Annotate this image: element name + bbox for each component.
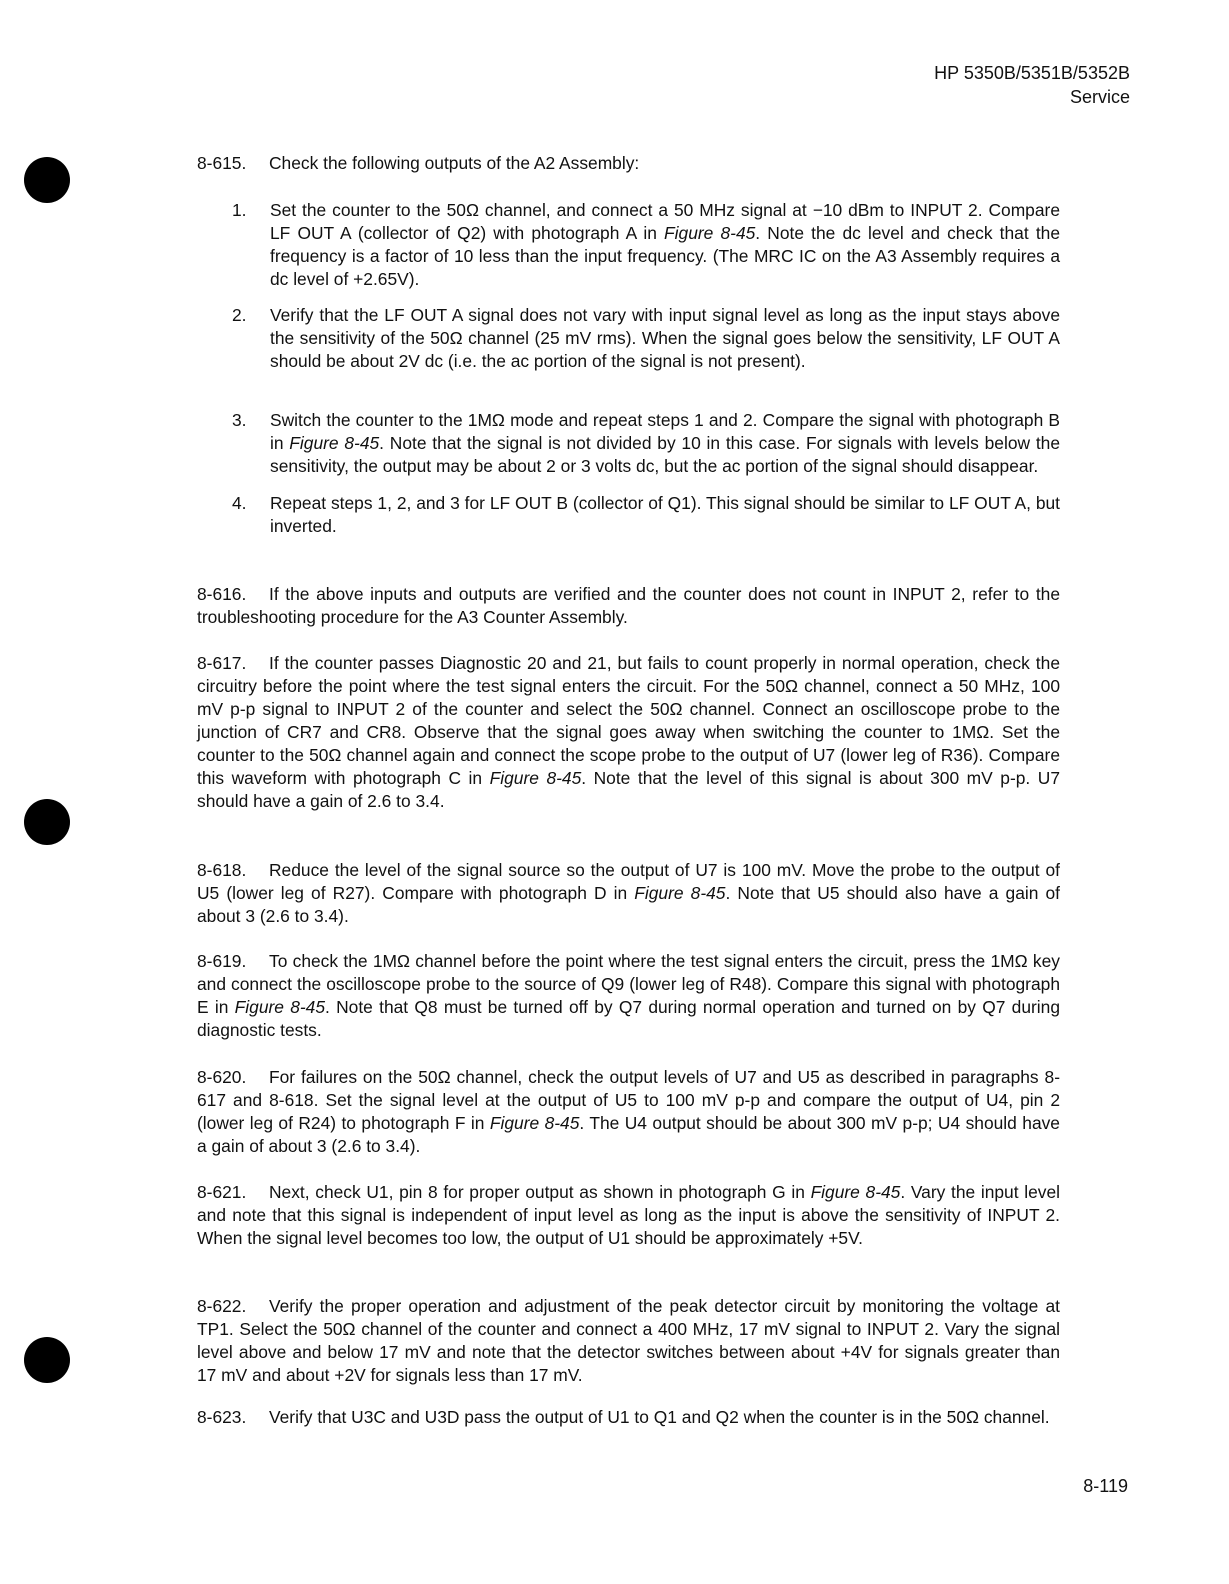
paragraph-8-621 <box>197 1181 1060 1250</box>
paragraph-number: 8-616. <box>197 584 247 604</box>
step-text <box>270 199 1060 291</box>
text-segment: Verify that U3C and U3D pass the output of U1 to Q1 and Q2 when the counter is in the 50Ω channel. <box>269 1407 1050 1427</box>
text-segment: . Vary the input level and note that this signal is independent of input level as long as the input is above the sensitivity of INPUT 2. When the signal level becomes too low, the output of U1 should be approximately +5V. <box>197 1182 1060 1248</box>
paragraph-number: 8-622. <box>197 1296 247 1316</box>
figure-reference: Figure 8-45 <box>664 223 756 243</box>
step-text <box>270 304 1060 373</box>
text-segment: Repeat steps 1, 2, and 3 for LF OUT B (collector of Q1). This signal should be similar to LF OUT A, but inverted. <box>270 493 1060 536</box>
text-segment: For failures on the 50Ω channel, check the output levels of U7 and U5 as described in paragraphs 8-617 and 8-618. Set the signal level at the output of U5 to 100 mV p-p and compare the output of U4, pin 2 (lower leg of R24) to photograph F in <box>197 1067 1060 1133</box>
text-segment: Verify that the LF OUT A signal does not vary with input signal level as long as the input stays above the sensitivity of the 50Ω channel (25 mV rms). When the signal goes below the sensitivity, LF OUT A should be about 2V dc (i.e. the ac portion of the signal is not present). <box>270 305 1060 371</box>
paragraph-8-619 <box>197 950 1060 1042</box>
punch-hole-icon <box>24 1337 70 1383</box>
model-number: HP 5350B/5351B/5352B <box>934 63 1130 83</box>
text-segment: Check the following outputs of the A2 Assembly: <box>269 153 640 173</box>
text-segment: . Note that Q8 must be turned off by Q7 during normal operation and turned on by Q7 during diagnostic tests. <box>197 997 1060 1040</box>
paragraph-number: 8-620. <box>197 1067 247 1087</box>
paragraph-8-618 <box>197 859 1060 928</box>
paragraph-8-617 <box>197 652 1060 813</box>
step-1 <box>232 199 1060 291</box>
paragraph-8-615 <box>197 152 1060 175</box>
paragraph-8-616 <box>197 583 1060 629</box>
paragraph-8-622 <box>197 1295 1060 1387</box>
step-number: 4. <box>232 493 247 513</box>
text-segment: . The U4 output should be about 300 mV p-p; U4 should have a gain of about 3 (2.6 to 3.4). <box>197 1113 1060 1156</box>
text-segment: . Note the dc level and check that the frequency is a factor of 10 less than the input frequency. (The MRC IC on the A3 Assembly requires a dc level of +2.65V). <box>270 223 1060 289</box>
text-segment: . Note that the signal is not divided by 10 in this case. For signals with levels below the sensitivity, the output may be about 2 or 3 volts dc, but the ac portion of the signal should disappear. <box>270 433 1060 476</box>
step-number: 3. <box>232 410 247 430</box>
figure-reference: Figure 8-45 <box>634 883 726 903</box>
paragraph-number: 8-617. <box>197 653 247 673</box>
text-segment: If the above inputs and outputs are verified and the counter does not count in INPUT 2, refer to the troubleshooting procedure for the A3 Counter Assembly. <box>197 584 1060 627</box>
text-segment: To check the 1MΩ channel before the point where the test signal enters the circuit, press the 1MΩ key and connect the oscilloscope probe to the source of Q9 (lower leg of R48). Compare this signal with photograph E in <box>197 951 1060 1017</box>
step-3 <box>232 409 1060 478</box>
step-4 <box>232 492 1060 538</box>
text-segment: . Note that the level of this signal is about 300 mV p-p. U7 should have a gain of 2.6 to 3.4. <box>197 768 1061 811</box>
step-number: 1. <box>232 200 247 220</box>
text-segment: Verify the proper operation and adjustment of the peak detector circuit by monitoring the voltage at TP1. Select the 50Ω channel of the counter and connect a 400 MHz, 17 mV signal to INPUT 2. Vary the signal level above and below 17 mV and note that the detector switches between about +4V for signals greater than 17 mV and about +2V for signals less than 17 mV. <box>197 1296 1060 1385</box>
figure-reference: Figure 8-45 <box>810 1182 901 1202</box>
punch-hole-icon <box>24 157 70 203</box>
text-segment: Set the counter to the 50Ω channel, and connect a 50 MHz signal at −10 dBm to INPUT 2. Compare LF OUT A (collector of Q2) with photograph A in <box>270 200 1060 243</box>
text-segment: . Note that U5 should also have a gain of about 3 (2.6 to 3.4). <box>197 883 1060 926</box>
document-header <box>934 61 1130 109</box>
figure-reference: Figure 8-45 <box>489 768 582 788</box>
section-name: Service <box>1069 87 1130 107</box>
step-text <box>270 409 1060 478</box>
paragraph-8-623 <box>197 1406 1060 1429</box>
figure-reference: Figure 8-45 <box>489 1113 580 1133</box>
figure-reference: Figure 8-45 <box>289 433 380 453</box>
paragraph-8-620 <box>197 1066 1060 1158</box>
paragraph-number: 8-619. <box>197 951 247 971</box>
step-text <box>270 492 1060 538</box>
punch-hole-icon <box>24 799 70 845</box>
step-2 <box>232 304 1060 373</box>
text-segment: If the counter passes Diagnostic 20 and 21, but fails to count properly in normal operation, check the circuitry before the point where the test signal enters the circuit. For the 50Ω channel, connect a 50 MHz, 100 mV p-p signal to INPUT 2 of the counter and select the 50Ω channel. Connect an oscilloscope probe to the junction of CR7 and CR8. Observe that the signal goes away when switching the counter to 1MΩ. Set the counter to the 50Ω channel again and connect the scope probe to the output of U7 (lower leg of R36). Compare this waveform with photograph C in <box>197 653 1060 788</box>
text-segment: Next, check U1, pin 8 for proper output as shown in photograph G in <box>269 1182 811 1202</box>
page-number: 8-119 <box>1083 1476 1128 1496</box>
figure-reference: Figure 8-45 <box>234 997 326 1017</box>
paragraph-number: 8-618. <box>197 860 247 880</box>
paragraph-number: 8-615. <box>197 153 247 173</box>
text-segment: Switch the counter to the 1MΩ mode and repeat steps 1 and 2. Compare the signal with photograph B in <box>270 410 1060 453</box>
paragraph-number: 8-623. <box>197 1407 247 1427</box>
paragraph-number: 8-621. <box>197 1182 247 1202</box>
text-segment: Reduce the level of the signal source so the output of U7 is 100 mV. Move the probe to the output of U5 (lower leg of R27). Compare with photograph D in <box>197 860 1060 903</box>
step-number: 2. <box>232 305 247 325</box>
